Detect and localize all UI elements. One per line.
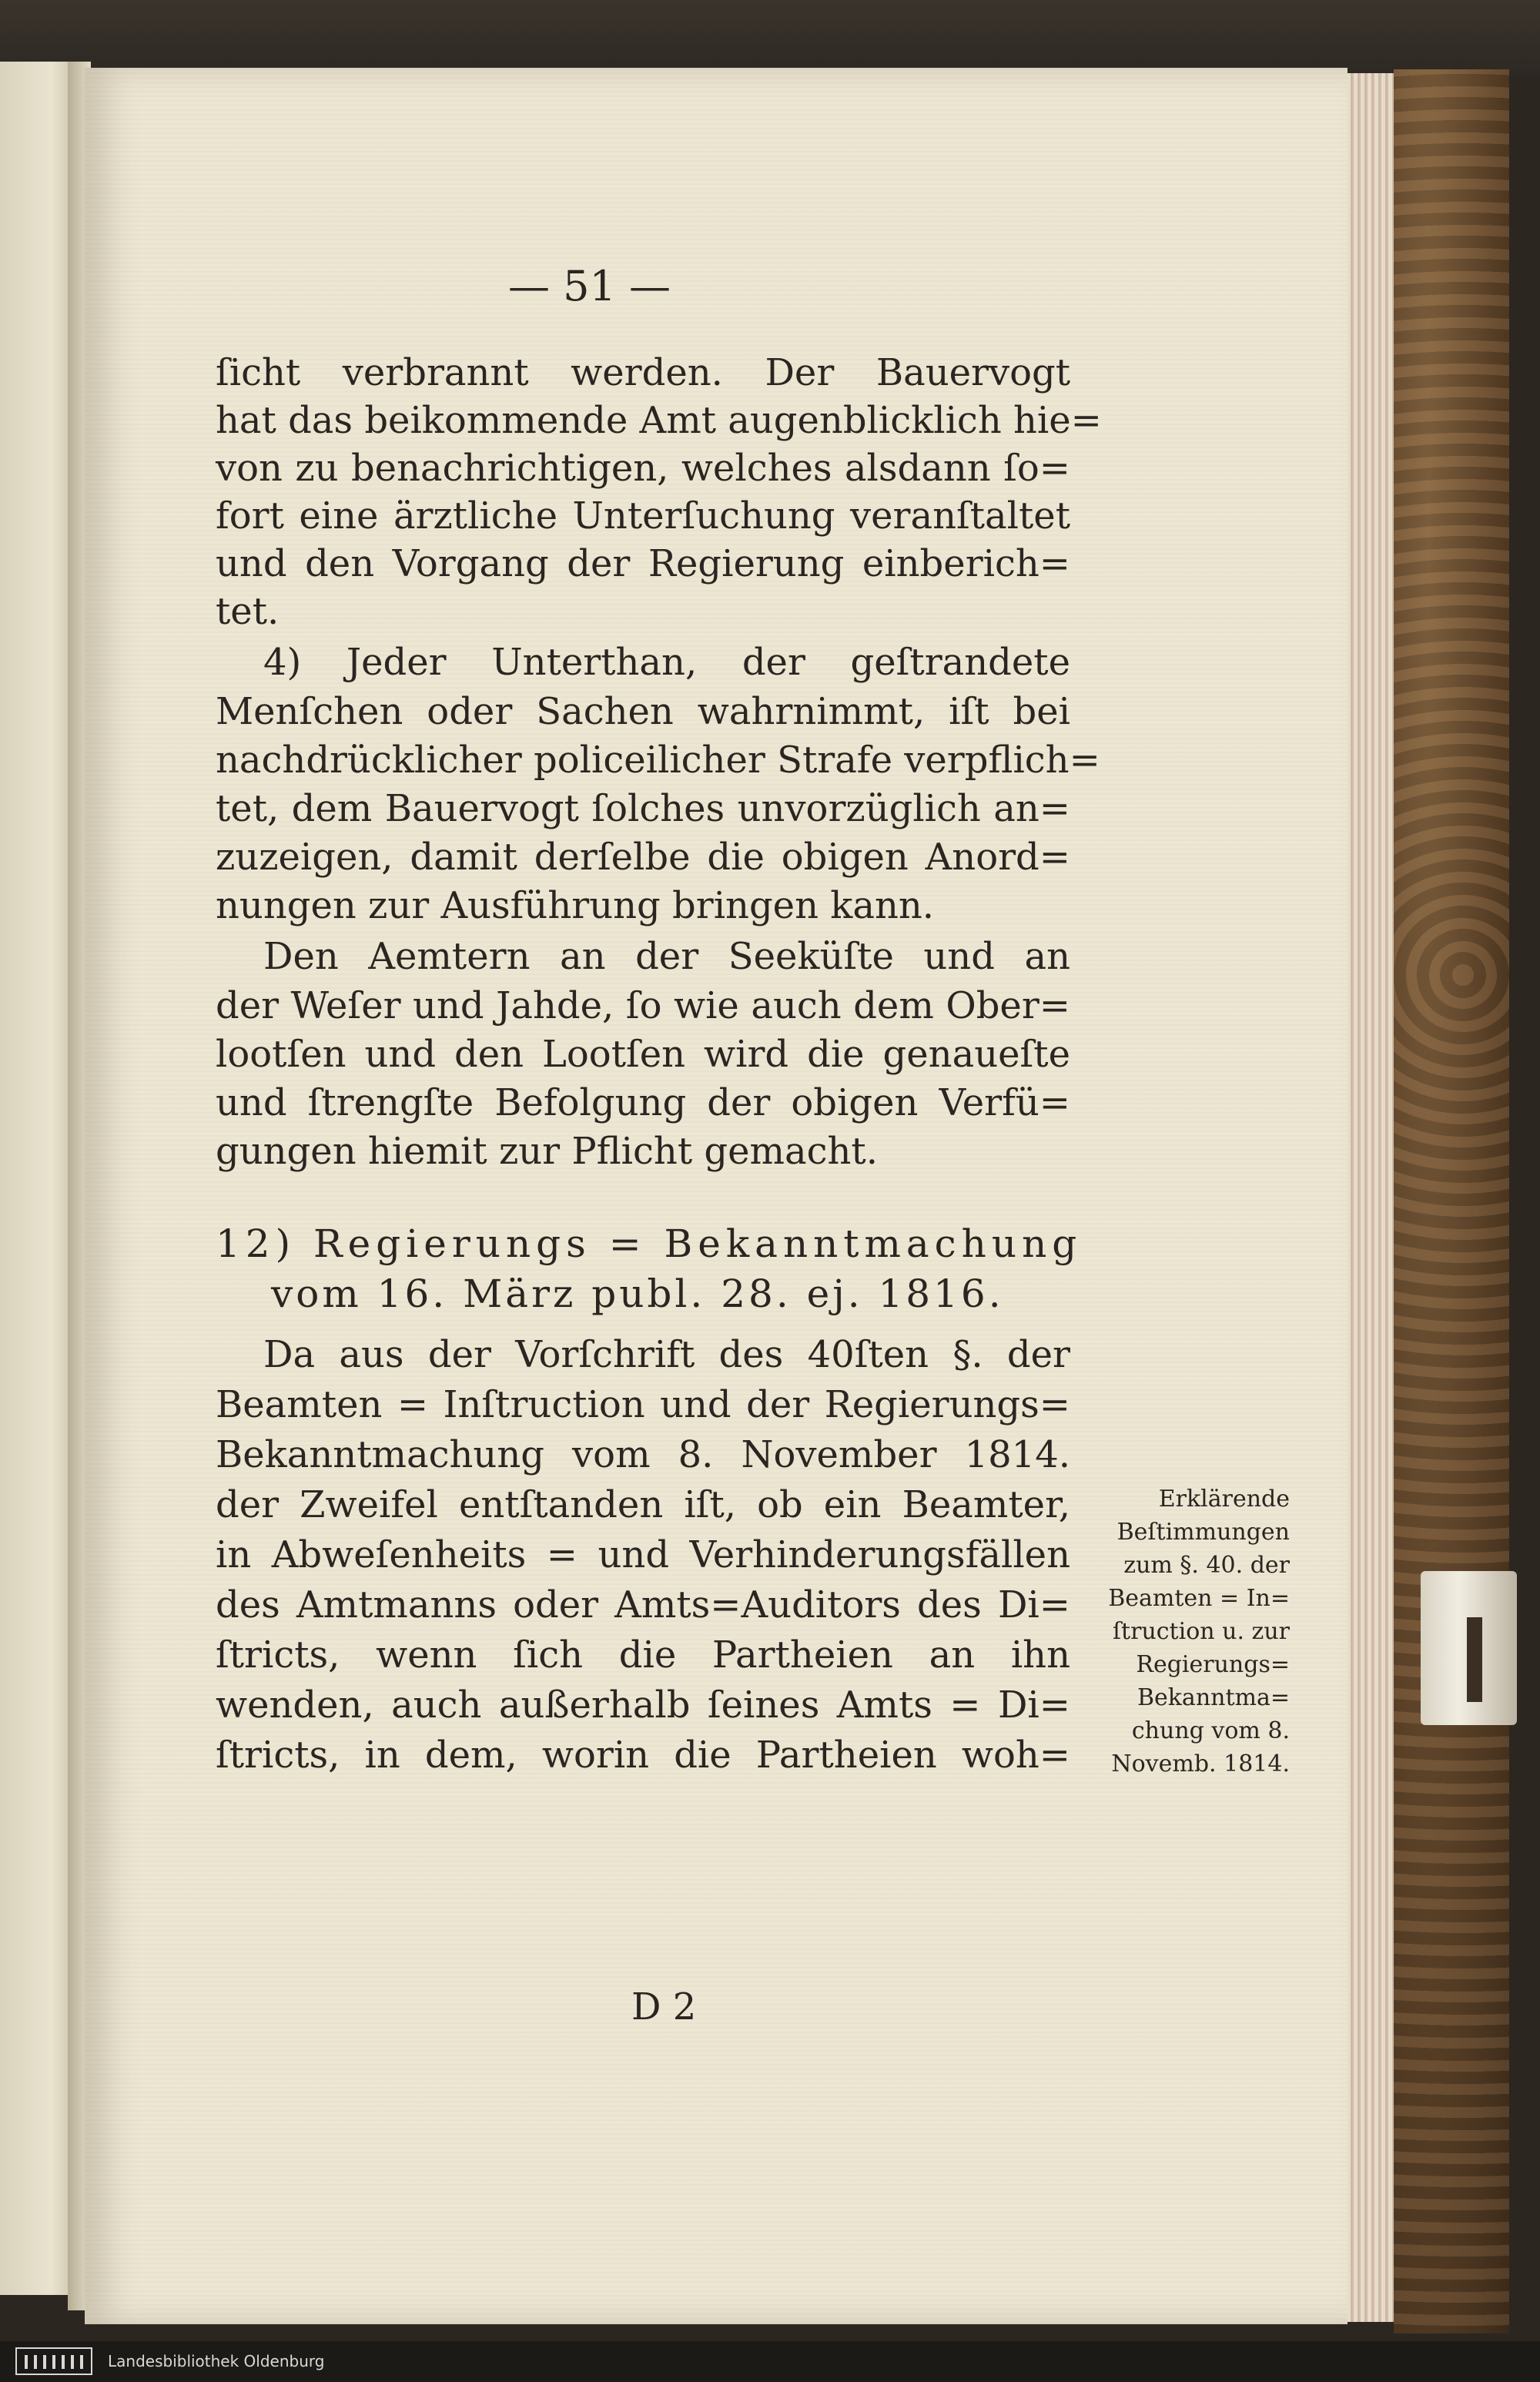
book-spine xyxy=(1394,69,1509,2333)
text-line: tet. xyxy=(216,590,280,633)
text-line: lootſen und den Lootſen wird die genaueſte xyxy=(216,1033,1070,1076)
section-date: vom 16. März publ. 28. ej. 1816. xyxy=(271,1271,1004,1316)
text-line: in Abweſenheits = und Verhinderungsfällen xyxy=(216,1533,1070,1576)
text-line: und ſtrengſte Befolgung der obigen Verfü= xyxy=(216,1081,1070,1124)
footer-bar xyxy=(0,2341,1540,2382)
section-heading: 12) Regierungs = Bekanntmachung xyxy=(216,1221,1083,1266)
margin-note-line: Novemb. 1814. xyxy=(1111,1750,1290,1777)
text-line: hat das beikommende Amt augenblicklich hie= xyxy=(216,399,1102,442)
text-line: Bekanntmachung vom 8. November 1814. xyxy=(216,1433,1070,1476)
margin-note-line: chung vom 8. xyxy=(1131,1717,1290,1744)
bookmark-tab xyxy=(1421,1571,1517,1725)
text-line: tet, dem Bauervogt ſolches unvorzüglich an= xyxy=(216,787,1070,830)
text-line: nachdrücklicher policeilicher Strafe verpflich= xyxy=(216,739,1100,782)
text-line: Den Aemtern an der Seeküſte und an xyxy=(263,935,1070,978)
text-line: von zu benachrichtigen, welches alsdann ſo= xyxy=(216,447,1070,490)
text-line: des Amtmanns oder Amts=Auditors des Di= xyxy=(216,1583,1070,1627)
text-line: der Zweifel entſtanden iſt, ob ein Beamter, xyxy=(216,1483,1070,1526)
margin-note-line: Beamten = In= xyxy=(1108,1585,1290,1612)
text-line: 4) Jeder Unterthan, der geſtrandete xyxy=(263,641,1070,684)
text-line: wenden, auch außerhalb ſeines Amts = Di= xyxy=(216,1683,1070,1727)
margin-note-line: zum §. 40. der xyxy=(1123,1552,1290,1579)
margin-note xyxy=(1066,1482,1290,1781)
text-line: fort eine ärztliche Unterſuchung veranſtaltet xyxy=(216,494,1070,538)
printer-signature: D 2 xyxy=(631,1985,697,2029)
library-name: Landesbibliothek Oldenburg xyxy=(108,2352,325,2370)
page-number: — 51 — xyxy=(508,262,671,310)
text-line: ſtricts, wenn ſich die Partheien an ihn xyxy=(216,1633,1070,1677)
text-line: Da aus der Vorſchrift des 40ſten §. der xyxy=(263,1333,1070,1376)
text-line: ſtricts, in dem, worin die Partheien woh= xyxy=(216,1734,1070,1777)
margin-note-line: Beſtimmungen xyxy=(1116,1519,1290,1546)
text-line: der Weſer und Jahde, ſo wie auch dem Ober= xyxy=(216,984,1070,1027)
margin-note-line: Bekanntma= xyxy=(1137,1684,1290,1711)
text-line: Beamten = Inſtruction und der Regierungs= xyxy=(216,1383,1070,1426)
left-page-edge xyxy=(0,62,73,2295)
text-line: Menſchen oder Sachen wahrnimmt, iſt bei xyxy=(216,690,1070,733)
text-line: zuzeigen, damit derſelbe die obigen Anord= xyxy=(216,836,1070,879)
text-line: nungen zur Ausführung bringen kann. xyxy=(216,884,935,927)
text-line: und den Vorgang der Regierung einberich= xyxy=(216,542,1070,585)
margin-note-line: Erklärende xyxy=(1158,1486,1290,1513)
margin-note-line: ſtruction u. zur xyxy=(1112,1618,1290,1645)
book-cover-top xyxy=(0,0,1540,77)
text-line: gungen hiemit zur Pflicht gemacht. xyxy=(216,1130,878,1173)
text-line: ſicht verbrannt werden. Der Bauervogt xyxy=(216,351,1070,394)
margin-note-line: Regierungs= xyxy=(1136,1651,1290,1678)
page-edges xyxy=(1340,73,1394,2322)
library-logo-icon xyxy=(15,2347,92,2375)
